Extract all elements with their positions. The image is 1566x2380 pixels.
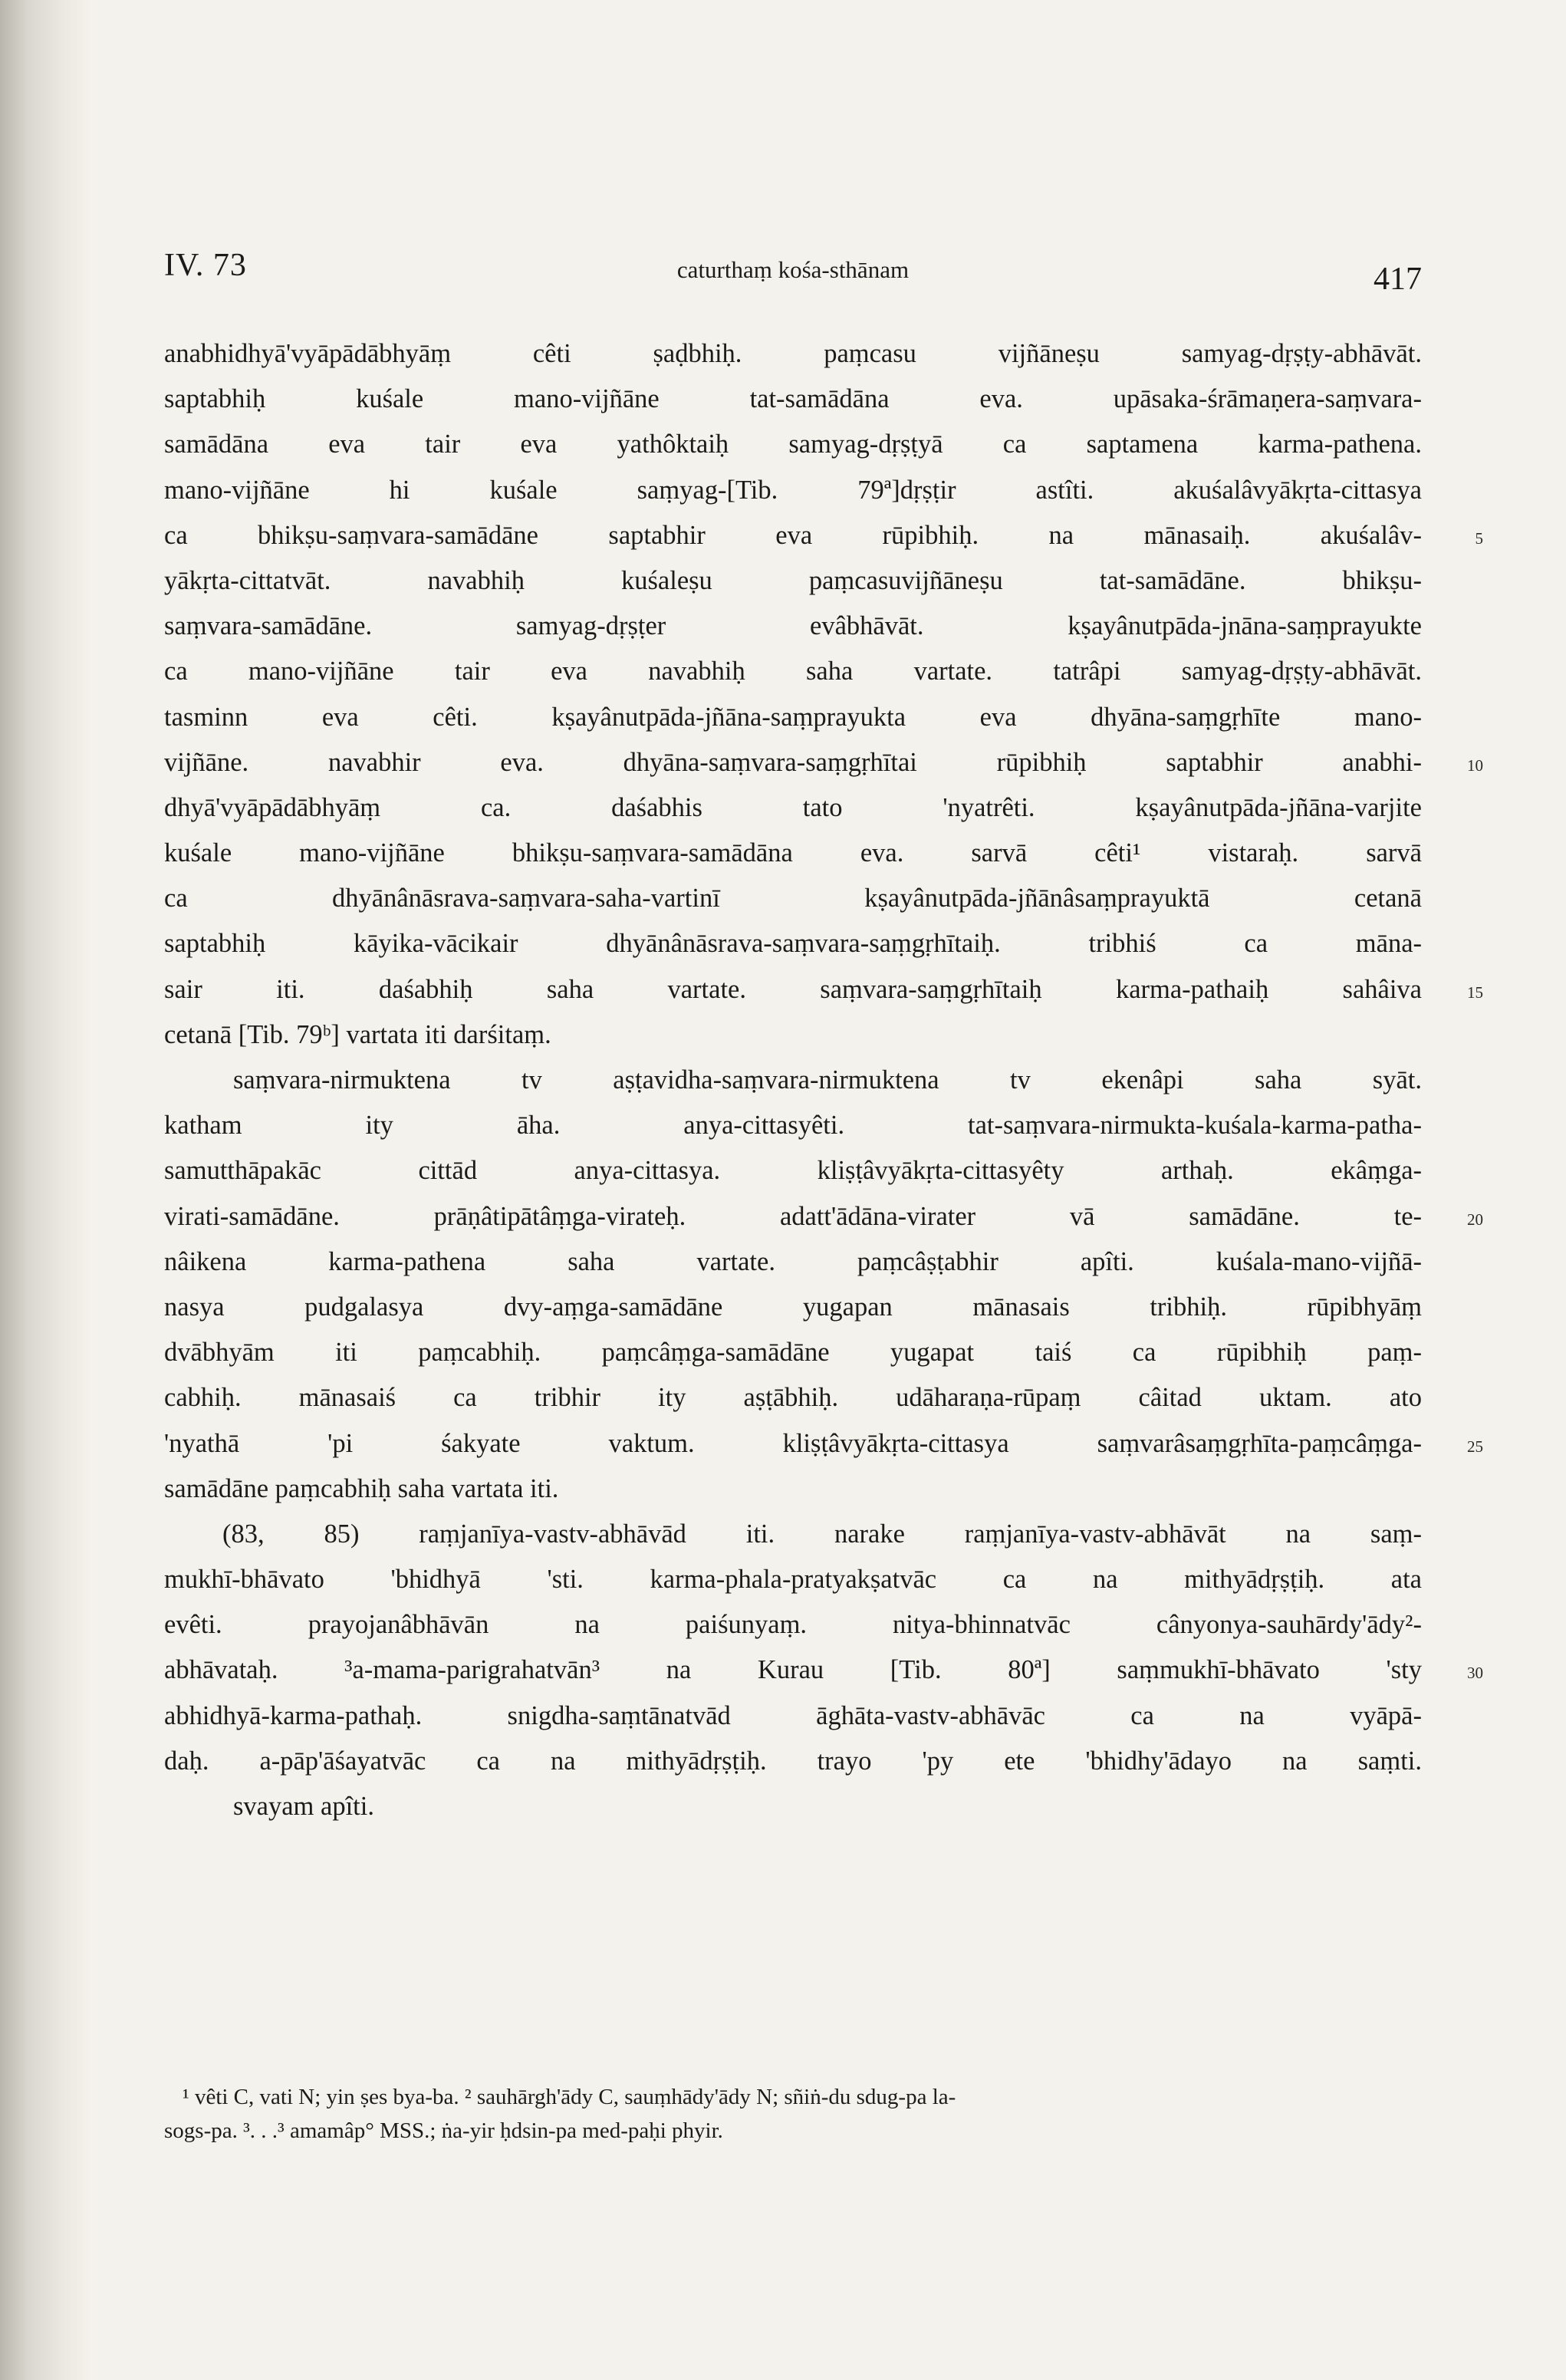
text-line-content: virati-samādāne. prāṇâtipātâṃga-virateḥ. adatt'ādāna-virater vā samādāne. te-	[164, 1201, 1422, 1231]
line-number: 30	[1467, 1664, 1483, 1683]
text-line: samādāna eva tair eva yathôktaiḥ samyag-dṛṣṭyā ca saptamena karma-pathena.	[164, 430, 1422, 459]
page-number: 417	[1374, 262, 1422, 297]
text-line: saptabhiḥ kāyika-vācikair dhyānânāsrava-saṃvara-saṃgṛhītaiḥ. tribhiś ca māna-	[164, 929, 1422, 959]
line-number: 25	[1467, 1437, 1483, 1456]
text-line: nâikena karma-pathena saha vartate. paṃcâṣṭabhir apîti. kuśala-mano-vijñā-	[164, 1246, 1422, 1276]
line-number: 10	[1467, 755, 1483, 775]
text-line-content: ca bhikṣu-saṃvara-samādāne saptabhir eva rūpibhiḥ. na mānasaiḥ. akuśalâv-	[164, 520, 1422, 550]
text-line: mukhī-bhāvato 'bhidhyā 'sti. karma-phala-pratyakṣatvāc ca na mithyādṛṣṭiḥ. ata	[164, 1565, 1422, 1595]
text-line: ca dhyānânāsrava-saṃvara-saha-vartinī kṣayânutpāda-jñānâsaṃprayuktā cetanā	[164, 884, 1422, 913]
text-line: evêti. prayojanâbhāvān na paiśunyaṃ. nitya-bhinnatvāc cânyonya-sauhārdy'ādy²-	[164, 1610, 1422, 1640]
footnote-line: ¹ vêti C, vati N; yin ṣes bya-ba. ² sauhārgh'ādy C, sauṃhādy'ādy N; sñiṅ-du sdug-pa la-	[183, 2085, 956, 2109]
line-number: 5	[1475, 528, 1483, 548]
section-number: IV. 73	[164, 248, 247, 283]
text-line-5	[164, 513, 1483, 558]
text-line-25	[164, 1421, 1483, 1467]
text-line: samutthāpakāc cittād anya-cittasya. kliṣṭâvyākṛta-cittasyêty arthaḥ. ekâṃga-	[164, 1156, 1422, 1186]
main-text	[164, 331, 1483, 1829]
text-line: samādāne paṃcabhiḥ saha vartata iti.	[164, 1473, 559, 1503]
text-line-30	[164, 1648, 1483, 1693]
text-line: (83, 85) raṃjanīya-vastv-abhāvād iti. narake raṃjanīya-vastv-abhāvāt na saṃ-	[222, 1519, 1422, 1549]
text-line: anabhidhyā'vyāpādābhyāṃ cêti ṣaḍbhiḥ. paṃcasu vijñāneṣu samyag-dṛṣṭy-abhāvāt.	[164, 339, 1422, 368]
text-line: cetanā [Tib. 79ᵇ] vartata iti darśitaṃ.	[164, 1019, 551, 1049]
text-line-20	[164, 1194, 1483, 1239]
text-line: daḥ. a-pāp'āśayatvāc ca na mithyādṛṣṭiḥ. trayo 'py ete 'bhidhy'ādayo na saṃti.	[164, 1746, 1422, 1776]
page-header	[164, 238, 1422, 299]
binding-shadow	[0, 0, 92, 2380]
text-line: cabhiḥ. mānasaiś ca tribhir ity aṣṭābhiḥ. udāharaṇa-rūpaṃ câitad uktam. ato	[164, 1383, 1422, 1413]
text-line-10	[164, 740, 1483, 785]
text-line-15	[164, 967, 1483, 1012]
text-line: ca mano-vijñāne tair eva navabhiḥ saha vartate. tatrâpi samyag-dṛṣṭy-abhāvāt.	[164, 657, 1422, 686]
text-line: tasminn eva cêti. kṣayânutpāda-jñāna-saṃprayukta eva dhyāna-saṃgṛhīte mano-	[164, 702, 1422, 732]
text-line: mano-vijñāne hi kuśale saṃyag-[Tib. 79ª]dṛṣṭir astîti. akuśalâvyākṛta-cittasya	[164, 475, 1422, 505]
text-line: saṃvara-samādāne. samyag-dṛṣṭer evâbhāvāt. kṣayânutpāda-jnāna-saṃprayukte	[164, 611, 1422, 641]
text-line: kuśale mano-vijñāne bhikṣu-saṃvara-samādāna eva. sarvā cêti¹ vistaraḥ. sarvā	[164, 838, 1422, 868]
text-line: dvābhyām iti paṃcabhiḥ. paṃcâṃga-samādāne yugapat taiś ca rūpibhiḥ paṃ-	[164, 1338, 1422, 1368]
text-line: saptabhiḥ kuśale mano-vijñāne tat-samādāna eva. upāsaka-śrāmaṇera-saṃvara-	[164, 384, 1422, 414]
text-line: svayam apîti.	[233, 1792, 374, 1821]
text-line: yākṛta-cittatvāt. navabhiḥ kuśaleṣu paṃcasuvijñāneṣu tat-samādāne. bhikṣu-	[164, 565, 1422, 595]
line-number: 15	[1467, 983, 1483, 1002]
line-number: 20	[1467, 1210, 1483, 1229]
footnote-line: sogs-pa. ³. . .³ amamâp° MSS.; ṅa-yir ḥdsin-pa med-paḥi phyir.	[164, 2118, 723, 2143]
text-line-content: 'nyathā 'pi śakyate vaktum. kliṣṭâvyākṛta-cittasya saṃvarâsaṃgṛhīta-paṃcâṃga-	[164, 1428, 1422, 1458]
text-line-content: abhāvataḥ. ³a-mama-parigrahatvān³ na Kurau [Tib. 80ª] saṃmukhī-bhāvato 'sty	[164, 1655, 1422, 1685]
text-line-content: vijñāne. navabhir eva. dhyāna-saṃvara-saṃgṛhītai rūpibhiḥ saptabhir anabhi-	[164, 747, 1422, 777]
text-line: dhyā'vyāpādābhyāṃ ca. daśabhis tato 'nyatrêti. kṣayânutpāda-jñāna-varjite	[164, 792, 1422, 822]
running-title: caturthaṃ kośa-sthānam	[676, 256, 910, 283]
footnotes	[164, 2080, 1406, 2148]
text-line-content: sair iti. daśabhiḥ saha vartate. saṃvara-saṃgṛhītaiḥ karma-pathaiḥ sahâiva	[164, 974, 1422, 1004]
text-line: saṃvara-nirmuktena tv aṣṭavidha-saṃvara-nirmuktena tv ekenâpi saha syāt.	[233, 1065, 1422, 1095]
text-line: katham ity āha. anya-cittasyêti. tat-saṃvara-nirmukta-kuśala-karma-patha-	[164, 1111, 1422, 1141]
text-line: nasya pudgalasya dvy-aṃga-samādāne yugapan mānasais tribhiḥ. rūpibhyāṃ	[164, 1292, 1422, 1322]
text-line: abhidhyā-karma-pathaḥ. snigdha-saṃtānatvād āghāta-vastv-abhāvāc ca na vyāpā-	[164, 1700, 1422, 1730]
